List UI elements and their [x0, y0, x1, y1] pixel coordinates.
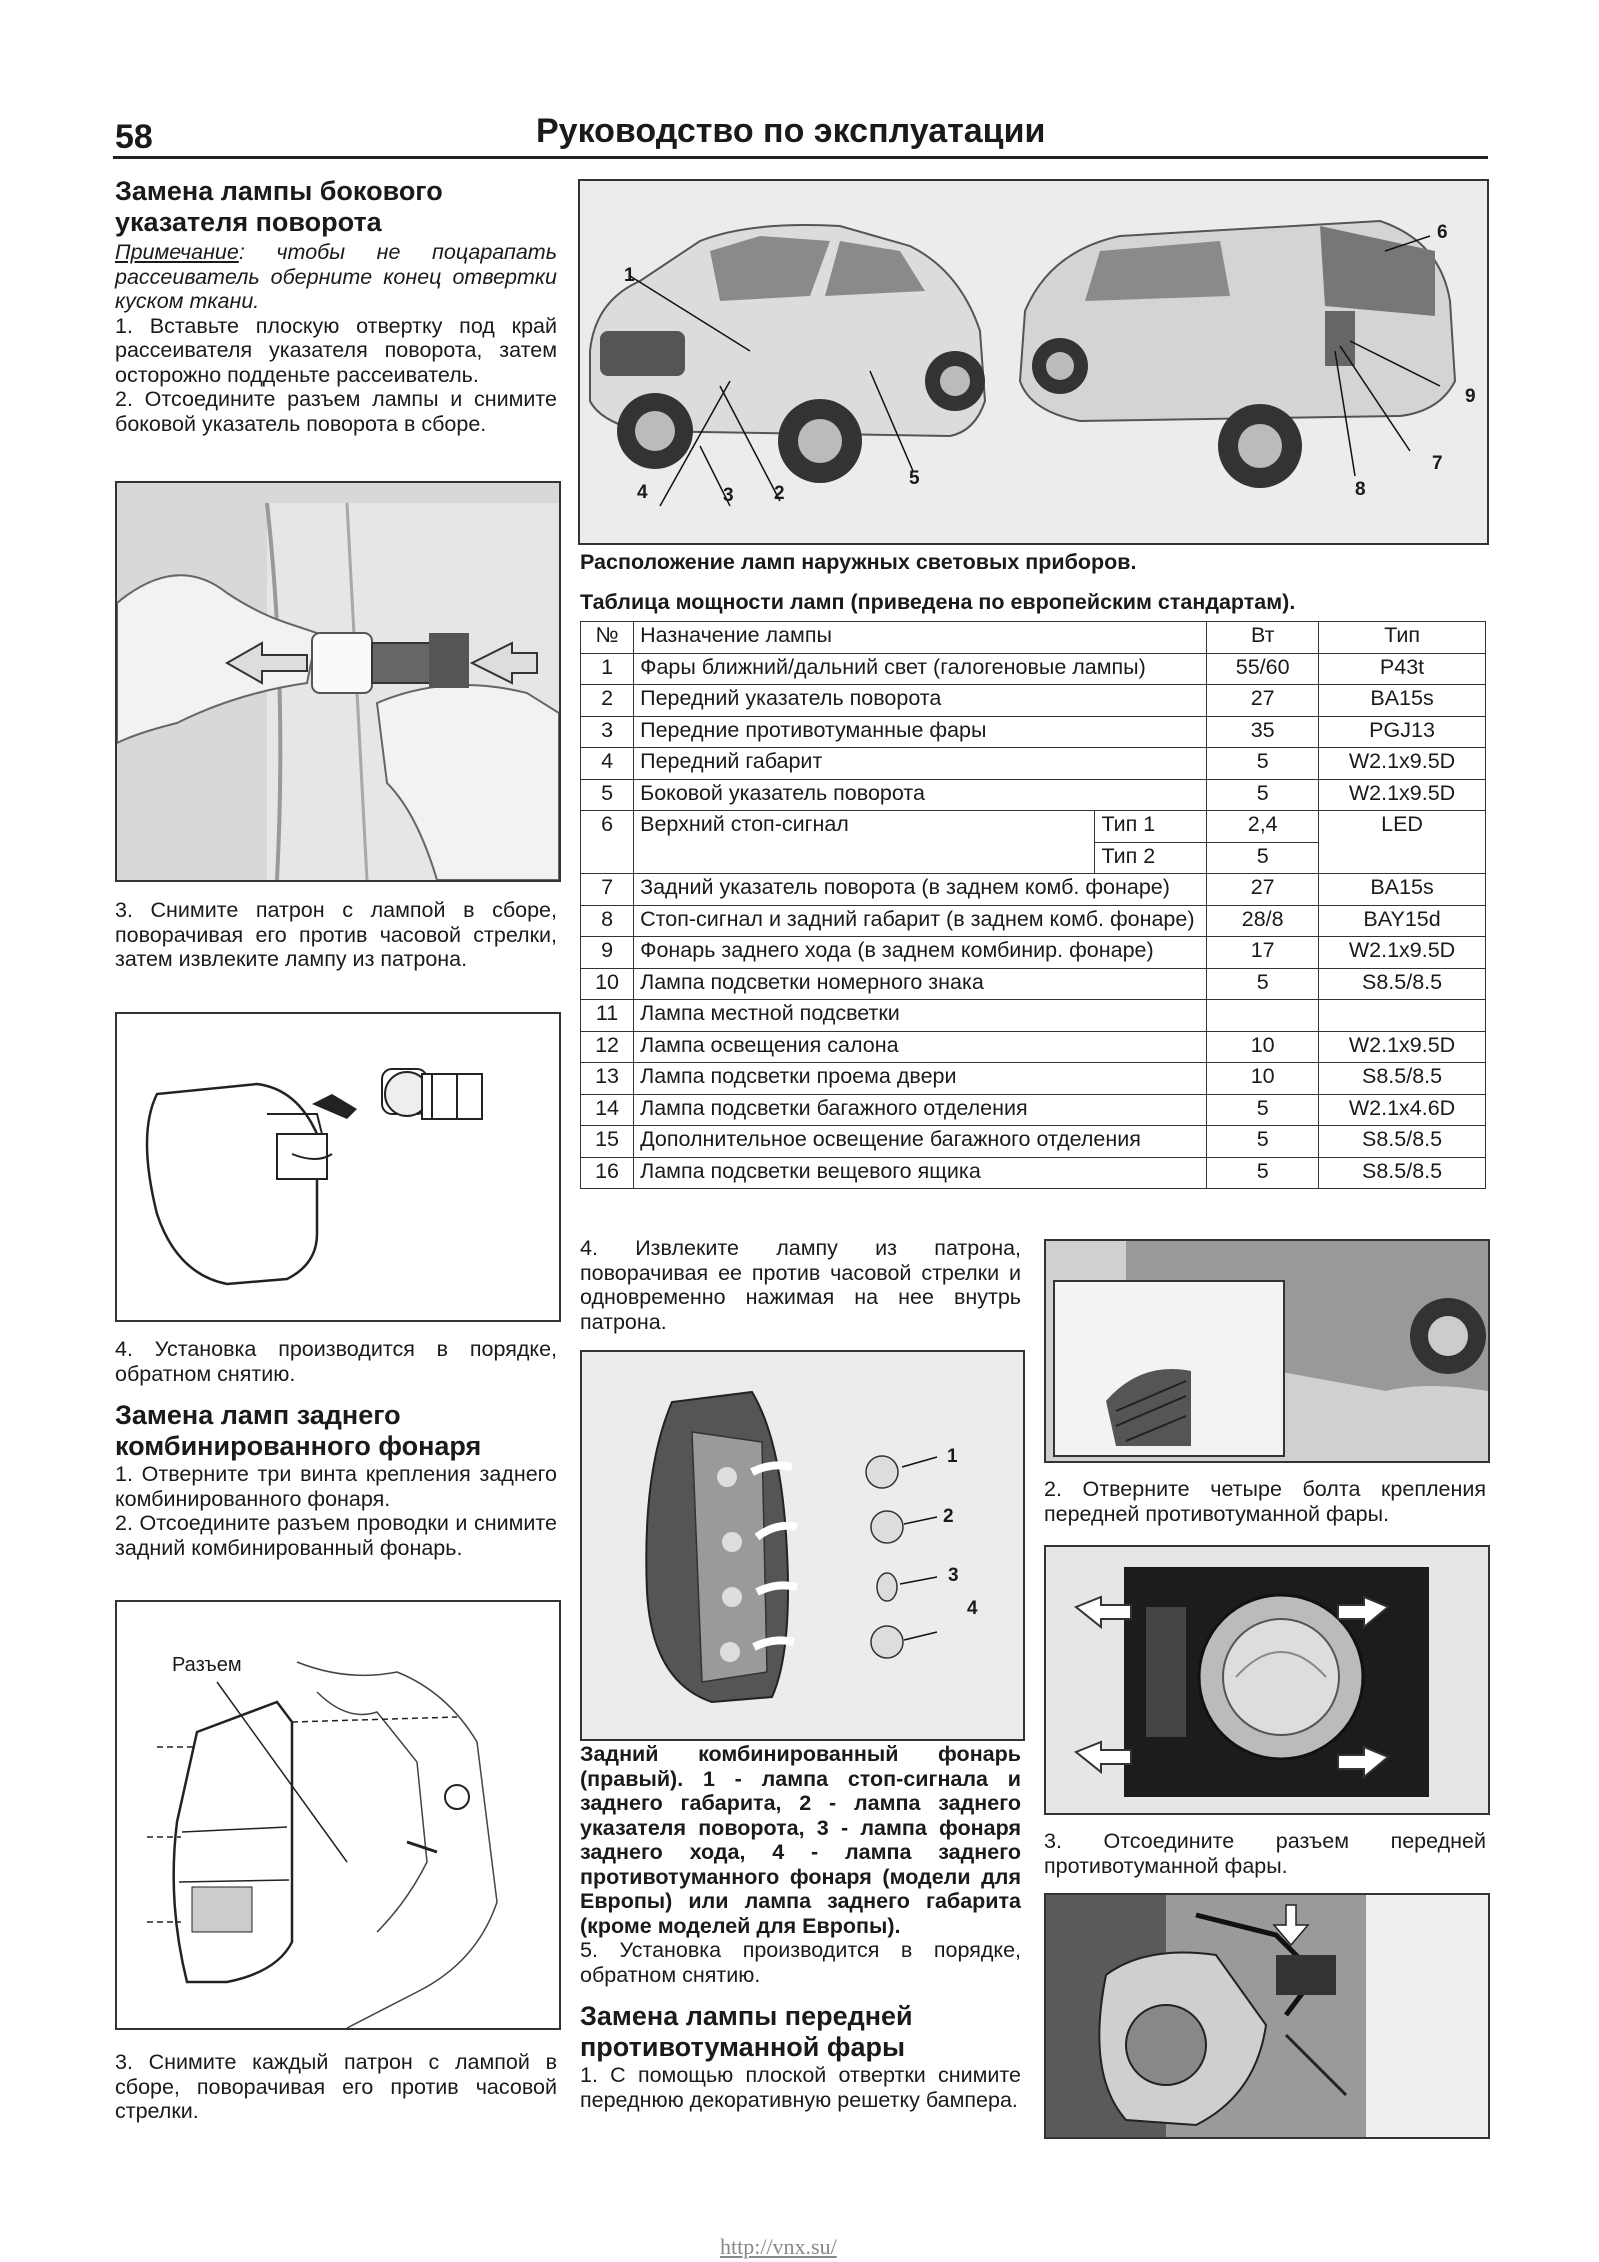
- cell-watts: 5: [1207, 1126, 1319, 1158]
- cell-name: Лампа подсветки номерного знака: [634, 968, 1207, 1000]
- lamp-callout-3: 3: [948, 1565, 959, 1586]
- mid-step-5: 5. Установка производится в порядке, обратном снятию.: [580, 1938, 1021, 1987]
- manual-title: Руководство по эксплуатации: [536, 112, 1046, 150]
- cell-name: Стоп-сигнал и задний габарит (в заднем комб. фонаре): [634, 905, 1207, 937]
- cell-name: Передний габарит: [634, 748, 1207, 780]
- rear-step-3: 3. Снимите каждый патрон с лампой в сборе, поворачивая его против часовой стрелки.: [115, 2050, 557, 2123]
- header-rule: [113, 156, 1488, 159]
- cell-name: Фонарь заднего хода (в заднем комбинир. фонаре): [634, 937, 1207, 969]
- cell-subtype: Тип 1: [1095, 811, 1207, 843]
- table-row: [581, 1000, 1486, 1032]
- table-header-row: [581, 622, 1486, 654]
- left-column-top: [115, 176, 557, 436]
- cell-watts: 10: [1207, 1031, 1319, 1063]
- table-row: [581, 1157, 1486, 1189]
- cell-watts: 5: [1207, 1157, 1319, 1189]
- cell-watts: 27: [1207, 685, 1319, 717]
- fog-step-2: 2. Отверните четыре болта крепления передней противотуманной фары.: [1044, 1477, 1486, 1526]
- cell-watts: 5: [1207, 1094, 1319, 1126]
- step-1: 1. Вставьте плоскую отвертку под край рассеивателя указателя поворота, затем осторожно подденьте рассеиватель.: [115, 313, 557, 387]
- cell-number: 15: [581, 1126, 634, 1158]
- callout-6: 6: [1437, 222, 1448, 243]
- figure-side-lamp-removal: [115, 481, 561, 882]
- header-number: №: [581, 622, 634, 654]
- table-row: [581, 653, 1486, 685]
- header-type: Тип: [1319, 622, 1486, 654]
- side-lamp-illustration: [117, 483, 559, 880]
- header-watts: Вт: [1207, 622, 1319, 654]
- table-row: [581, 1094, 1486, 1126]
- cell-number: 9: [581, 937, 634, 969]
- section-rear-combination-lamp: [115, 1400, 557, 1560]
- table-row: [581, 685, 1486, 717]
- step-3: 3. Снимите патрон с лампой в сборе, поворачивая его против часовой стрелки, затем извлеките лампу из патрона.: [115, 898, 557, 971]
- cell-watts: 2,4: [1207, 811, 1319, 843]
- cell-name: Боковой указатель поворота: [634, 779, 1207, 811]
- lamp-socket-illustration: [117, 1014, 559, 1320]
- table-row: [581, 1031, 1486, 1063]
- cell-number: 6: [581, 811, 634, 874]
- fog-lamp-connector-illustration: [1046, 1895, 1488, 2137]
- rear-steps: [115, 1462, 557, 1560]
- table-row: [581, 1126, 1486, 1158]
- header-name: Назначение лампы: [634, 622, 1207, 654]
- lamp-callout-2: 2: [943, 1506, 954, 1527]
- rear-step-1: 1. Отверните три винта крепления заднего комбинированного фонаря.: [115, 1462, 557, 1511]
- fog-step-3: 3. Отсоедините разъем передней противотуманной фары.: [1044, 1829, 1486, 1878]
- cell-number: 4: [581, 748, 634, 780]
- cell-watts: 5: [1207, 842, 1319, 874]
- table-row: [581, 1063, 1486, 1095]
- callout-3: 3: [723, 485, 734, 506]
- figure-rear-lamp-removal: [115, 1600, 561, 2030]
- cell-name: Дополнительное освещение багажного отделения: [634, 1126, 1207, 1158]
- cell-subtype: Тип 2: [1095, 842, 1207, 874]
- cell-type: BA15s: [1319, 874, 1486, 906]
- cell-number: 10: [581, 968, 634, 1000]
- cell-watts: 10: [1207, 1063, 1319, 1095]
- page-number: 58: [115, 118, 153, 156]
- cell-number: 14: [581, 1094, 634, 1126]
- cell-number: 5: [581, 779, 634, 811]
- connector-label: Разъем: [172, 1654, 242, 1676]
- lamp-power-table: [580, 621, 1486, 1189]
- table-row: [581, 779, 1486, 811]
- cell-type: BAY15d: [1319, 905, 1486, 937]
- table-row: [581, 905, 1486, 937]
- cell-name: Верхний стоп-сигнал: [634, 811, 1095, 874]
- bumper-grille-illustration: [1046, 1241, 1488, 1461]
- cell-type: S8.5/8.5: [1319, 1126, 1486, 1158]
- cell-type: [1319, 1000, 1486, 1032]
- cell-number: 3: [581, 716, 634, 748]
- cell-watts: 5: [1207, 968, 1319, 1000]
- mid-step-4: 4. Извлеките лампу из патрона, поворачивая ее против часовой стрелки и одновременно нажимая на нее внутрь патрона.: [580, 1236, 1021, 1334]
- car-figure-caption: Расположение ламп наружных световых приборов.: [580, 550, 1137, 574]
- figure-bumper-grille: [1044, 1239, 1490, 1463]
- lamp-table-body: [581, 622, 1486, 1189]
- fog-lamp-bolts-illustration: [1046, 1547, 1488, 1813]
- callout-5: 5: [909, 468, 920, 489]
- cell-number: 16: [581, 1157, 634, 1189]
- cell-name: Передний указатель поворота: [634, 685, 1207, 717]
- cell-name: Передние противотуманные фары: [634, 716, 1207, 748]
- table-row: [581, 716, 1486, 748]
- table-row: [581, 968, 1486, 1000]
- lamp-callout-1: 1: [947, 1446, 958, 1467]
- table-row: [581, 748, 1486, 780]
- cell-type: S8.5/8.5: [1319, 968, 1486, 1000]
- figure-fog-lamp-bolts: [1044, 1545, 1490, 1815]
- cell-type: W2.1x9.5D: [1319, 1031, 1486, 1063]
- cell-name: Лампа местной подсветки: [634, 1000, 1207, 1032]
- step-4: 4. Установка производится в порядке, обратном снятию.: [115, 1337, 557, 1386]
- step-2: 2. Отсоедините разъем лампы и снимите боковой указатель поворота в сборе.: [115, 387, 557, 436]
- cell-type: S8.5/8.5: [1319, 1157, 1486, 1189]
- fog-step-1: 1. С помощью плоской отвертки снимите переднюю декоративную решетку бампера.: [580, 2063, 1021, 2112]
- cell-name: Лампа подсветки проема двери: [634, 1063, 1207, 1095]
- cell-watts: 55/60: [1207, 653, 1319, 685]
- cell-type: LED: [1319, 811, 1486, 874]
- cell-type: PGJ13: [1319, 716, 1486, 748]
- callout-1: 1: [624, 265, 635, 286]
- note-label: Примечание: [115, 240, 239, 264]
- heading-side-turn-lamp: Замена лампы бокового указателя поворота: [115, 176, 443, 237]
- note: [115, 240, 557, 436]
- cell-type: W2.1x4.6D: [1319, 1094, 1486, 1126]
- figure-rear-lamp-bulbs: [580, 1350, 1025, 1741]
- cell-watts: [1207, 1000, 1319, 1032]
- cell-watts: 17: [1207, 937, 1319, 969]
- cell-name: Фары ближний/дальний свет (галогеновые лампы): [634, 653, 1207, 685]
- cell-number: 2: [581, 685, 634, 717]
- callout-4: 4: [637, 482, 648, 503]
- table-row: [581, 811, 1486, 843]
- rear-lamp-caption: Задний комбинированный фонарь (правый). 1 - лампа стоп-сигнала и заднего габарита, 2 - лампа заднего указателя поворота, 3 - лампа фонаря заднего хода, 4 - лампа заднего противотуманного фонаря (модели для Европы) или лампа заднего габарита (кроме моделей для Европы).: [580, 1742, 1021, 1938]
- cell-type: W2.1x9.5D: [1319, 779, 1486, 811]
- heading-fog-lamp: Замена лампы передней противотуманной фары: [580, 2001, 913, 2062]
- figure-lamp-socket: [115, 1012, 561, 1322]
- cell-watts: 27: [1207, 874, 1319, 906]
- heading-rear-lamp: Замена ламп заднего комбинированного фонаря: [115, 1400, 482, 1461]
- rear-step-2: 2. Отсоедините разъем проводки и снимите задний комбинированный фонарь.: [115, 1511, 557, 1560]
- footer-url[interactable]: http://vnx.su/: [720, 2234, 837, 2259]
- cell-watts: 5: [1207, 748, 1319, 780]
- cell-type: W2.1x9.5D: [1319, 748, 1486, 780]
- cell-number: 8: [581, 905, 634, 937]
- cell-name: Лампа подсветки багажного отделения: [634, 1094, 1207, 1126]
- cell-name: Лампа подсветки вещевого ящика: [634, 1157, 1207, 1189]
- figure-car-lamp-locations: [578, 179, 1489, 545]
- cell-number: 11: [581, 1000, 634, 1032]
- cell-type: S8.5/8.5: [1319, 1063, 1486, 1095]
- cell-number: 13: [581, 1063, 634, 1095]
- lamp-callout-4: 4: [967, 1598, 978, 1619]
- cell-number: 12: [581, 1031, 634, 1063]
- cell-number: 1: [581, 653, 634, 685]
- table-title: Таблица мощности ламп (приведена по европейским стандартам).: [580, 590, 1296, 614]
- cell-number: 7: [581, 874, 634, 906]
- car-lamp-locations-illustration: [580, 181, 1487, 543]
- cell-name: Лампа освещения салона: [634, 1031, 1207, 1063]
- cell-name: Задний указатель поворота (в заднем комб. фонаре): [634, 874, 1207, 906]
- note-text: : чтобы не поцарапать рассеиватель оберните конец отвертки куском ткани.: [115, 240, 557, 313]
- cell-watts: 28/8: [1207, 905, 1319, 937]
- callout-9: 9: [1465, 386, 1476, 407]
- callout-8: 8: [1355, 479, 1366, 500]
- rear-lamp-caption-block: [580, 1742, 1021, 2112]
- table-row: [581, 874, 1486, 906]
- cell-type: P43t: [1319, 653, 1486, 685]
- callout-7: 7: [1432, 453, 1443, 474]
- cell-watts: 5: [1207, 779, 1319, 811]
- figure-fog-lamp-connector: [1044, 1893, 1490, 2139]
- cell-type: BA15s: [1319, 685, 1486, 717]
- table-row: [581, 937, 1486, 969]
- rear-lamp-bulbs-illustration: [582, 1352, 1023, 1739]
- callout-2: 2: [774, 483, 785, 504]
- cell-watts: 35: [1207, 716, 1319, 748]
- cell-type: W2.1x9.5D: [1319, 937, 1486, 969]
